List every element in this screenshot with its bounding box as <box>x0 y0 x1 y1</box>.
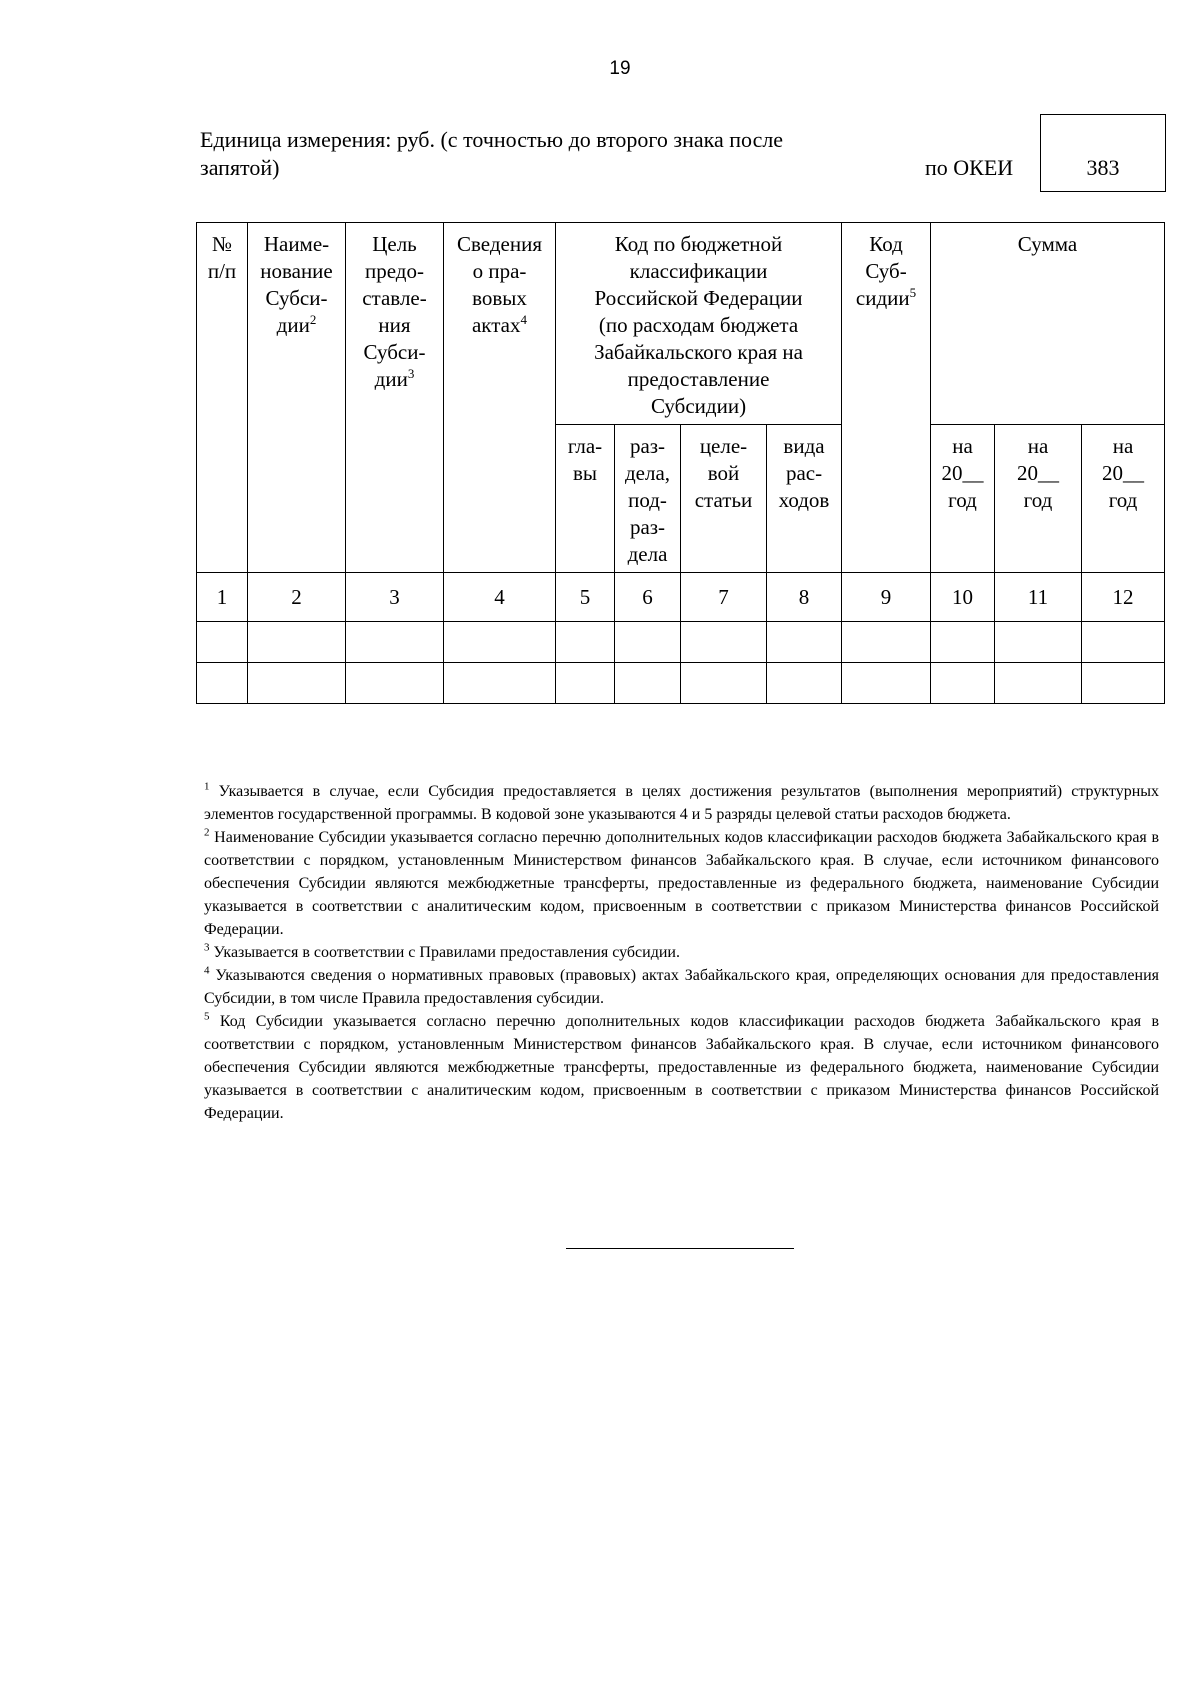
column-number: 11 <box>995 573 1082 622</box>
column-number: 4 <box>444 573 556 622</box>
footnote: $^3$ Указывается в соответствии с Правилами предоставления субсидии. <box>204 941 680 961</box>
unit-of-measure-text <box>200 126 900 182</box>
header-subsidy-code: Код Суб- сидии$^5$ <box>842 223 931 573</box>
okei-label: по ОКЕИ <box>925 155 1014 180</box>
header-num: № п/п <box>197 223 248 573</box>
header-row-1 <box>197 223 1165 425</box>
footnote: $^1$ Указывается в случае, если Субсидия предоставляется в целях достижения результатов (выполнения мероприятий) структурных элементов государственной программы. В кодовой зоне указываются 4 и 5 разряды целевой статьи расходов бюджета. <box>204 780 1159 823</box>
footnote: $^5$ Код Субсидии указывается согласно перечню дополнительных кодов классификации расходов бюджета Забайкальского края в соответствии с порядком, установленным Министерством финансов Забайкальского края. В случае, если источником финансового обеспечения Субсидии являются межбюджетные трансферты, предоставленные из федерального бюджета, наименование Субсидии указывается в соответствии с аналитическим кодом, присвоенным в соответствии с приказом Министерства финансов Российской Федерации. <box>204 1010 1160 1122</box>
table-row-empty <box>197 622 1165 663</box>
column-number: 8 <box>767 573 842 622</box>
header-target-article: целе- вой статьи <box>681 425 767 573</box>
header-section: раз- дела, под- раз- дела <box>615 425 681 573</box>
column-number: 6 <box>615 573 681 622</box>
okei-code-box <box>1040 114 1166 192</box>
okei-code: 383 <box>1086 155 1120 180</box>
column-number: 10 <box>931 573 995 622</box>
header-legal-acts: Сведения о пра- вовых актах$^4$ <box>444 223 556 573</box>
header-sum: Сумма <box>931 223 1165 425</box>
header-expense-type: вида рас- ходов <box>767 425 842 573</box>
table-row-empty <box>197 663 1165 704</box>
column-number: 5 <box>556 573 615 622</box>
column-number: 1 <box>197 573 248 622</box>
footnotes <box>204 780 1159 1125</box>
header-subsidy-name: Наиме- нование Субси- дии$^2$ <box>248 223 346 573</box>
header-year-2: на 20__ год <box>995 425 1082 573</box>
header-subsidy-goal: Цель предо- ставле- ния Субси- дии$^3$ <box>346 223 444 573</box>
header-budget-classification-code: Код по бюджетной классификации Российской Федерации (по расходам бюджета Забайкальского края на предоставление Субсидии) <box>556 223 842 425</box>
column-number: 2 <box>248 573 346 622</box>
unit-of-measure-row <box>200 126 1160 196</box>
header-chapter: гла- вы <box>556 425 615 573</box>
header-year-3: на 20__ год <box>1082 425 1165 573</box>
column-number: 9 <box>842 573 931 622</box>
footnote: $^4$ Указываются сведения о нормативных правовых (правовых) актах Забайкальского края, определяющих основания для предоставления Субсидии, в том числе Правила предоставления субсидии. <box>204 964 1160 1007</box>
end-divider-line <box>566 1248 794 1249</box>
column-number: 12 <box>1082 573 1165 622</box>
column-number-row <box>197 573 1165 622</box>
unit-line-2: запятой) <box>200 155 280 180</box>
subsidy-table <box>196 222 1165 704</box>
column-number: 3 <box>346 573 444 622</box>
page-number: 19 <box>609 58 631 79</box>
header-year-1: на 20__ год <box>931 425 995 573</box>
column-number: 7 <box>681 573 767 622</box>
unit-line-1: Единица измерения: руб. (с точностью до второго знака после <box>200 127 784 152</box>
footnote: $^2$ Наименование Субсидии указывается согласно перечню дополнительных кодов классификации расходов бюджета Забайкальского края в соответствии с порядком, установленным Министерством финансов Забайкальского края. В случае, если источником финансового обеспечения Субсидии являются межбюджетные трансферты, предоставленные из федерального бюджета, наименование Субсидии указывается в соответствии с аналитическим кодом, присвоенным в соответствии с приказом Министерства финансов Российской Федерации. <box>204 826 1160 938</box>
